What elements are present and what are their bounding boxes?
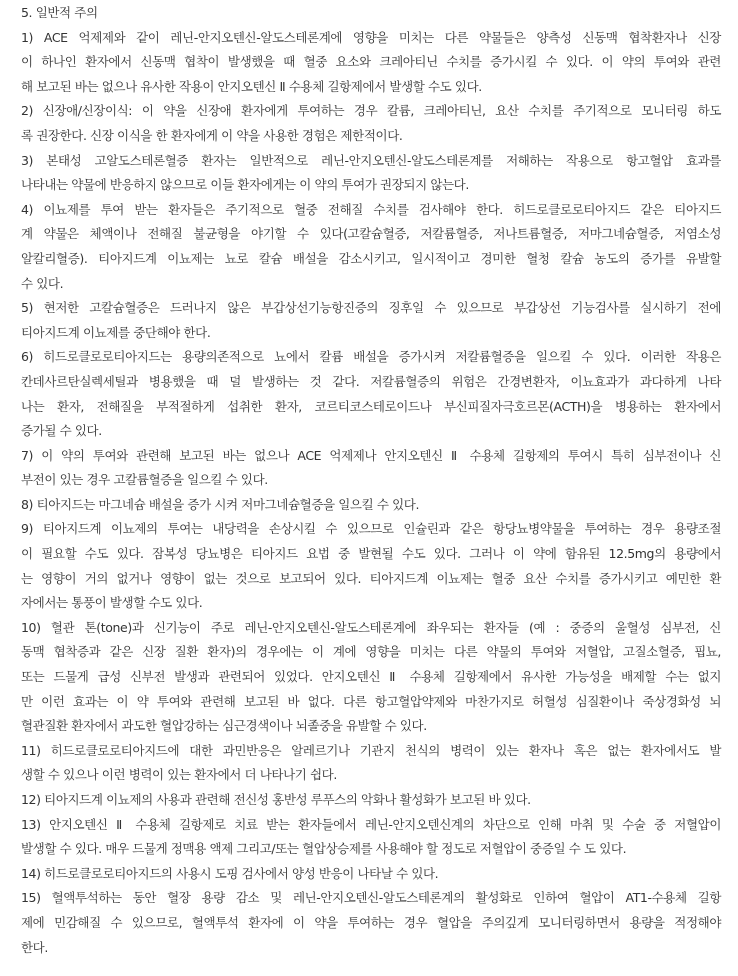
precaution-item-6 — [21, 345, 721, 443]
precaution-item-5 — [21, 296, 721, 345]
precaution-line: 4) 이뇨제를 투여 받는 환자들은 주기적으로 혈중 전해질 수치를 검사해야 한다. 히드로클로로티아지드 같은 티아지드 — [21, 201, 721, 217]
precaution-item-2 — [21, 99, 721, 148]
precaution-line: 자에서는 통풍이 발생할 수도 있다. — [21, 595, 203, 611]
precaution-line: 13) 안지오텐신 Ⅱ 수용체 길항제로 치료 받는 환자들에서 레닌-안지오텐신계의 차단으로 인해 마취 및 수술 중 저혈압이 — [21, 816, 721, 832]
precaution-item-1 — [21, 26, 721, 100]
precaution-item-9 — [21, 517, 721, 615]
precaution-line: 혈관질환 환자에서 과도한 혈압강하는 심근경색이나 뇌졸중을 유발할 수 있다. — [21, 718, 427, 734]
precaution-line: 만 이런 효과는 이 약 투여와 관련해 보고된 바 없다. 다른 항고혈압약제와 마찬가지로 허혈성 심질환이나 죽상경화성 뇌 — [21, 693, 721, 709]
precaution-line: 수 있다. — [21, 275, 64, 291]
precaution-item-10 — [21, 616, 721, 739]
precaution-line: 이 하나인 환자에서 신동맥 협착이 발생했을 때 혈중 요소와 크레아티닌 수치를 증가시킬 수 있다. 이 약의 투여와 관련 — [21, 54, 721, 70]
precaution-line: 티아지드계 이뇨제를 중단해야 한다. — [21, 324, 211, 340]
precaution-line: 록 권장한다. 신장 이식을 한 환자에게 이 약을 사용한 경험은 제한적이다. — [21, 127, 403, 143]
precaution-line: 생할 수 있으나 이런 병력이 있는 환자에서 더 나타나기 쉽다. — [21, 767, 337, 783]
precaution-line: 3) 본태성 고알도스테론혈증 환자는 일반적으로 레닌-안지오텐신-알도스테론계를 저해하는 작용으로 항고혈압 효과를 — [21, 152, 721, 168]
precaution-item-8 — [21, 493, 721, 518]
precaution-line: 또는 드물게 급성 신부전 발생과 관련되어 있었다. 안지오텐신 Ⅱ 수용체 길항제에서 유사한 가능성을 배제할 수는 없지 — [21, 669, 721, 685]
precaution-line: 칸데사르탄실렉세틸과 병용했을 때 덜 발생하는 것 같다. 저칼륨혈증의 위험은 간경변환자, 이뇨효과가 과다하게 나타 — [21, 373, 721, 389]
precaution-item-4 — [21, 198, 721, 296]
precaution-line: 이 필요할 수도 있다. 잠복성 당뇨병은 티아지드 요법 중 발현될 수도 있다. 그러나 이 약에 함유된 12.5mg의 용량에서 — [21, 546, 721, 562]
precaution-line: 10) 혈관 톤(tone)과 신기능이 주로 레닌-안지오텐신-알도스테론계에 좌우되는 환자들 (예 : 중증의 울혈성 심부전, 신 — [21, 619, 721, 635]
precaution-line: 7) 이 약의 투여와 관련해 보고된 바는 없으나 ACE 억제제나 안지오텐신 Ⅱ 수용체 길항제의 투여시 특히 심부전이나 신 — [21, 447, 721, 463]
precaution-line: 제에 민감해질 수 있으므로, 혈액투석 환자에 이 약을 투여하는 경우 혈압을 주의깊게 모니터링하면서 용량을 적정해야 — [21, 914, 721, 930]
precaution-line: 해 보고된 바는 없으나 유사한 작용이 안지오텐신 Ⅱ 수용체 길항제에서 발생할 수도 있다. — [21, 78, 482, 94]
precaution-item-15 — [21, 886, 721, 960]
precaution-line: 14) 히드로클로로티아지드의 사용시 도핑 검사에서 양성 반응이 나타날 수 있다. — [21, 865, 439, 881]
precaution-item-12 — [21, 788, 721, 813]
precaution-line: 증가될 수 있다. — [21, 423, 102, 439]
precaution-line: 동맥 협착증과 같은 신장 질환 환자)의 경우에는 이 계에 영향을 미치는 다른 약물의 투여와 저혈압, 고질소혈증, 핍뇨, — [21, 644, 721, 660]
precaution-item-13 — [21, 813, 721, 862]
precaution-line: 나는 환자, 전해질을 부적절하게 섭취한 환자, 코르티코스테로이드나 부신피질자극호르몬(ACTH)을 병용하는 환자에서 — [21, 398, 721, 414]
precaution-line: 2) 신장애/신장이식: 이 약을 신장애 환자에게 투여하는 경우 칼륨, 크레아티닌, 요산 수치를 주기적으로 모니터링 하도 — [21, 103, 721, 119]
precaution-item-3 — [21, 149, 721, 198]
precautions-list — [21, 26, 721, 961]
precaution-line: 계 약물은 체액이나 전해질 불균형을 야기할 수 있다(고칼슘혈증, 저칼륨혈증, 저나트륨혈증, 저마그네슘혈증, 저염소성 — [21, 226, 721, 242]
precaution-line: 6) 히드로클로로티아지드는 용량의존적으로 뇨에서 칼륨 배설을 증가시켜 저칼륨혈증을 일으킬 수 있다. 이러한 작용은 — [21, 349, 721, 365]
precaution-line: 9) 티아지드계 이뇨제의 투여는 내당력을 손상시킬 수 있으므로 인슐린과 같은 항당뇨병약물을 투여하는 경우 용량조절 — [21, 521, 721, 537]
precaution-line: 8) 티아지드는 마그네슘 배설을 증가 시켜 저마그네슘혈증을 일으킬 수 있다. — [21, 496, 420, 512]
precaution-line: 5) 현저한 고칼슘혈증은 드러나지 않은 부갑상선기능항진증의 징후일 수 있으므로 부갑상선 기능검사를 실시하기 전에 — [21, 300, 721, 316]
precaution-line: 12) 티아지드계 이뇨제의 사용과 관련해 전신성 홍반성 루푸스의 악화나 활성화가 보고된 바 있다. — [21, 792, 531, 807]
precaution-item-14 — [21, 862, 721, 887]
precaution-item-7 — [21, 444, 721, 493]
precaution-line: 알칼리혈증). 티아지드계 이뇨제는 뇨로 칼슘 배설을 감소시키고, 일시적이고 경미한 혈청 칼슘 농도의 증가를 유발할 — [21, 250, 721, 266]
section-title: 5. 일반적 주의 — [21, 5, 98, 20]
precaution-line: 1) ACE 억제제와 같이 레닌-안지오텐신-알도스테론계에 영향을 미치는 다른 약물들은 양측성 신동맥 협착환자나 신장 — [21, 29, 721, 45]
precaution-line: 15) 혈액투석하는 동안 혈장 용량 감소 및 레닌-안지오텐신-알도스테론계의 활성화로 인하여 혈압이 AT1-수용체 길항 — [21, 890, 721, 906]
precaution-line: 11) 히드로클로로티아지드에 대한 과민반응은 알레르기나 기관지 천식의 병력이 있는 환자나 혹은 없는 환자에서도 발 — [21, 742, 721, 758]
precaution-line: 는 영향이 거의 없거나 영향이 없는 것으로 보고되어 있다. 티아지드계 이뇨제는 혈중 요산 수치를 증가시키고 예민한 환 — [21, 570, 721, 586]
precaution-line: 한다. — [21, 939, 48, 955]
precaution-item-11 — [21, 739, 721, 788]
precaution-line: 발생할 수 있다. 매우 드물게 정맥용 액제 그리고/또는 혈압상승제를 사용해야 할 정도로 저혈압이 중증일 수 도 있다. — [21, 841, 627, 857]
precaution-line: 부전이 있는 경우 고칼륨혈증을 일으킬 수 있다. — [21, 472, 268, 488]
precaution-line: 나타내는 약물에 반응하지 않으므로 이들 환자에게는 이 약의 투여가 권장되지 않는다. — [21, 177, 469, 193]
